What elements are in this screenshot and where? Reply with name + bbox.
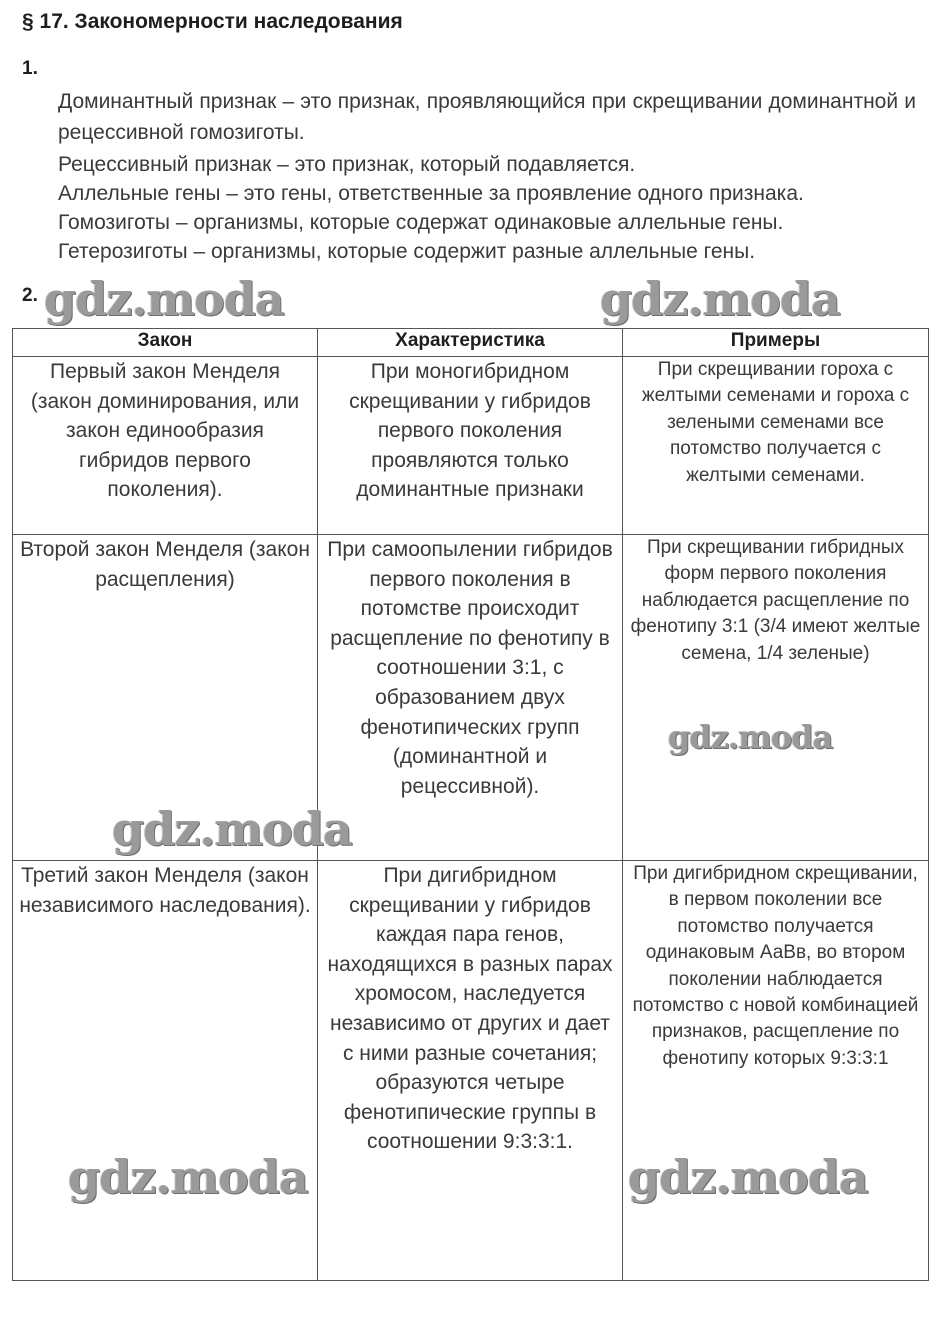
law-cell: Второй закон Менделя (закон расщепления) [13, 535, 318, 861]
watermark-logo: gdz.moda [44, 272, 284, 326]
law-cell: Третий закон Менделя (закон независимого наследования). [13, 861, 318, 1281]
example-cell: При скрещивании гибридных форм первого поколения наблюдается расщепление по фенотипу 3:1 (3/4 имеют желтые семена, 1/4 зеленые) [623, 535, 929, 861]
definition-recessive: Рецессивный признак – это признак, который подавляется. [58, 153, 636, 176]
page-title: § 17. Закономерности наследования [22, 10, 403, 33]
characteristic-cell: При самоопылении гибридов первого поколения в потомстве происходит расщепление по фенотипу в соотношении 3:1, с образованием двух фенотипических групп (доминантной и рецессивной). [318, 535, 623, 861]
section-1-number: 1. [22, 58, 38, 79]
table-row [13, 535, 929, 861]
watermark-logo: gdz.moda [112, 802, 352, 856]
watermark-logo: gdz.moda [600, 272, 840, 326]
characteristic-cell: При моногибридном скрещивании у гибридов первого поколения проявляются только доминантные признаки [318, 357, 623, 535]
definitions-list [58, 86, 916, 266]
column-header-law: Закон [13, 329, 318, 357]
definition-dominant: Доминантный признак – это признак, проявляющийся при скрещивании доминантной и рецессивной гомозиготы. [58, 90, 916, 144]
example-cell: При скрещивании гороха с желтыми семенами и гороха с зелеными семенами все потомство получается с желтыми семенами. [623, 357, 929, 535]
section-2-number: 2. [22, 285, 38, 306]
watermark-logo: gdz.moda [668, 718, 833, 756]
watermark-logo: gdz.moda [68, 1150, 308, 1204]
table-row [13, 357, 929, 535]
definition-homozygotes: Гомозиготы – организмы, которые содержат одинаковые аллельные гены. [58, 211, 784, 234]
example-cell: При дигибридном скрещивании, в первом поколении все потомство получается одинаковым АаВв, во втором поколении наблюдается потомство с новой комбинацией признаков, расщепление по фенотипу которых 9:3:3:1 [623, 861, 929, 1281]
definition-allelic-genes: Аллельные гены – это гены, ответственные за проявление одного признака. [58, 182, 804, 205]
watermark-logo: gdz.moda [628, 1150, 868, 1204]
characteristic-cell: При дигибридном скрещивании у гибридов каждая пара генов, находящихся в разных парах хромосом, наследуется независимо от других и дает с ними разные сочетания; образуются четыре фенотипические группы в соотношении 9:3:3:1. [318, 861, 623, 1281]
law-cell: Первый закон Менделя (закон доминирования, или закон единообразия гибридов первого поколения). [13, 357, 318, 535]
table-row [13, 861, 929, 1281]
mendel-laws-table [12, 328, 929, 1281]
column-header-characteristic: Характеристика [318, 329, 623, 357]
column-header-examples: Примеры [623, 329, 929, 357]
table-header-row [13, 329, 929, 357]
definition-heterozygotes: Гетерозиготы – организмы, которые содержит разные аллельные гены. [58, 240, 756, 263]
